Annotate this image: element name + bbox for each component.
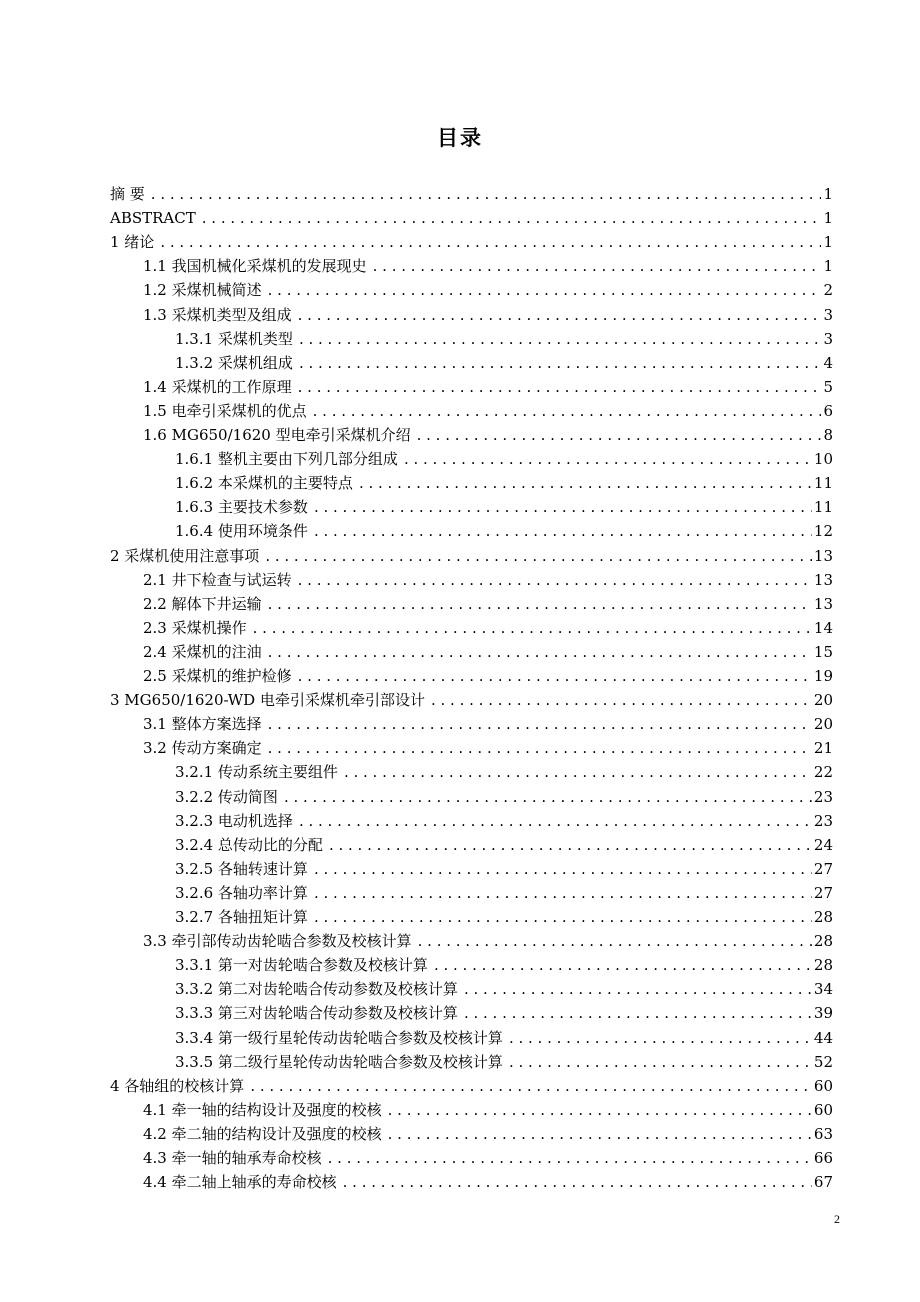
toc-entry[interactable]	[175, 787, 833, 807]
toc-entry[interactable]	[143, 642, 833, 662]
toc-entry-page: 21	[813, 739, 833, 757]
toc-entry[interactable]	[175, 883, 833, 903]
toc-entry-label: 4 各轴组的校核计算	[110, 1077, 245, 1095]
toc-entry-label: 摘 要	[110, 185, 145, 203]
toc-entry-label: 4.3 牵一轴的轴承寿命校核	[143, 1149, 322, 1167]
toc-entry-page: 60	[813, 1101, 833, 1119]
toc-leader-dots	[373, 256, 822, 276]
toc-entry[interactable]	[143, 377, 833, 397]
toc-leader-dots	[464, 979, 812, 999]
toc-entry-page: 23	[813, 812, 833, 830]
toc-entry-page: 52	[813, 1053, 833, 1071]
toc-entry-page: 27	[813, 860, 833, 878]
toc-entry[interactable]	[175, 521, 833, 541]
toc-leader-dots	[268, 594, 812, 614]
toc-entry-label: 2.2 解体下井运输	[143, 595, 262, 613]
toc-entry-page: 14	[813, 619, 833, 637]
toc-leader-dots	[253, 618, 812, 638]
toc-entry[interactable]	[143, 1148, 833, 1168]
toc-leader-dots	[314, 859, 812, 879]
toc-entry-page: 13	[813, 595, 833, 613]
toc-entry-page: 1	[823, 233, 833, 251]
toc-leader-dots	[404, 449, 812, 469]
toc-entry-label: 1.6 MG650/1620 型电牵引采煤机介绍	[143, 426, 411, 444]
toc-entry-label: 1.2 采煤机械简述	[143, 281, 262, 299]
toc-leader-dots	[298, 570, 812, 590]
toc-leader-dots	[509, 1052, 812, 1072]
toc-entry-label: 3.1 整体方案选择	[143, 715, 262, 733]
toc-leader-dots	[464, 1003, 812, 1023]
toc-entry-page: 20	[813, 715, 833, 733]
toc-entry[interactable]	[175, 329, 833, 349]
toc-leader-dots	[299, 811, 812, 831]
toc-entry[interactable]	[175, 762, 833, 782]
toc-entry[interactable]	[110, 1076, 833, 1096]
toc-entry-label: 3.2.4 总传动比的分配	[175, 836, 323, 854]
toc-entry[interactable]	[175, 859, 833, 879]
toc-entry-label: 3.3.3 第三对齿轮啮合传动参数及校核计算	[175, 1004, 458, 1022]
toc-leader-dots	[359, 473, 812, 493]
toc-entry-page: 63	[813, 1125, 833, 1143]
toc-entry-page: 28	[813, 932, 833, 950]
toc-entry-page: 67	[813, 1173, 833, 1191]
toc-entry-page: 3	[823, 306, 833, 324]
toc-leader-dots	[344, 762, 812, 782]
toc-entry-label: 4.4 牵二轴上轴承的寿命校核	[143, 1173, 337, 1191]
toc-entry-page: 23	[813, 788, 833, 806]
toc-leader-dots	[202, 208, 822, 228]
toc-entry[interactable]	[110, 208, 833, 228]
toc-leader-dots	[314, 907, 812, 927]
toc-entry[interactable]	[143, 931, 833, 951]
toc-leader-dots	[417, 425, 822, 445]
toc-entry[interactable]	[110, 232, 833, 252]
toc-entry[interactable]	[175, 835, 833, 855]
toc-entry-label: 3.2.1 传动系统主要组件	[175, 763, 338, 781]
toc-entry-page: 10	[813, 450, 833, 468]
toc-entry[interactable]	[143, 1172, 833, 1192]
toc-entry-label: 4.2 牵二轴的结构设计及强度的校核	[143, 1125, 382, 1143]
toc-entry-page: 11	[813, 474, 833, 492]
toc-entry-page: 13	[813, 547, 833, 565]
toc-leader-dots	[298, 666, 812, 686]
toc-entry-label: 1.3.2 采煤机组成	[175, 354, 293, 372]
toc-entry[interactable]	[143, 425, 833, 445]
toc-entry[interactable]	[143, 256, 833, 276]
toc-leader-dots	[265, 546, 812, 566]
toc-entry-page: 60	[813, 1077, 833, 1095]
toc-leader-dots	[509, 1028, 812, 1048]
toc-leader-dots	[250, 1076, 812, 1096]
toc-entry-page: 28	[813, 956, 833, 974]
toc-entry[interactable]	[175, 497, 833, 517]
toc-entry-label: 1.5 电牵引采煤机的优点	[143, 402, 307, 420]
toc-entry-label: 3.2 传动方案确定	[143, 739, 262, 757]
page-number: 2	[834, 1212, 840, 1226]
toc-entry-label: 3.3.4 第一级行星轮传动齿轮啮合参数及校核计算	[175, 1029, 503, 1047]
toc-title: 目录	[437, 126, 483, 150]
toc-entry-page: 3	[823, 330, 833, 348]
toc-entry[interactable]	[175, 449, 833, 469]
toc-entry[interactable]	[143, 305, 833, 325]
toc-entry-page: 34	[813, 980, 833, 998]
toc-entry[interactable]	[175, 353, 833, 373]
toc-leader-dots	[299, 329, 822, 349]
toc-leader-dots	[343, 1172, 812, 1192]
toc-leader-dots	[313, 401, 822, 421]
toc-entry-page: 15	[813, 643, 833, 661]
toc-leader-dots	[268, 738, 812, 758]
toc-entry-label: 1.6.3 主要技术参数	[175, 498, 308, 516]
toc-entry-page: 27	[813, 884, 833, 902]
toc-leader-dots	[418, 931, 812, 951]
toc-entry[interactable]	[143, 1100, 833, 1120]
toc-entry[interactable]	[143, 714, 833, 734]
toc-entry-label: 1.6.2 本采煤机的主要特点	[175, 474, 353, 492]
toc-entry-label: 1.4 采煤机的工作原理	[143, 378, 292, 396]
toc-leader-dots	[388, 1124, 812, 1144]
toc-entry[interactable]	[143, 666, 833, 686]
toc-entry-page: 1	[823, 257, 833, 275]
toc-entry-label: 3.2.7 各轴扭矩计算	[175, 908, 308, 926]
toc-entry[interactable]	[175, 979, 833, 999]
toc-entry-label: 3 MG650/1620-WD 电牵引采煤机牵引部设计	[110, 691, 425, 709]
toc-entry-label: 3.2.2 传动简图	[175, 788, 278, 806]
toc-entry-page: 4	[823, 354, 833, 372]
toc-entry[interactable]	[175, 955, 833, 975]
toc-entry-page: 8	[823, 426, 833, 444]
toc-leader-dots	[388, 1100, 812, 1120]
toc-entry[interactable]	[143, 401, 833, 421]
toc-entry-page: 44	[813, 1029, 833, 1047]
toc-leader-dots	[268, 714, 812, 734]
toc-entry-label: 3.2.6 各轴功率计算	[175, 884, 308, 902]
toc-leader-dots	[268, 280, 822, 300]
toc-entry-label: 1.3 采煤机类型及组成	[143, 306, 292, 324]
toc-entry-page: 1	[823, 185, 833, 203]
toc-entry-page: 12	[813, 522, 833, 540]
toc-entry-label: 2.3 采煤机操作	[143, 619, 247, 637]
toc-leader-dots	[160, 232, 821, 252]
toc-entry-page: 6	[823, 402, 833, 420]
toc-entry-label: 4.1 牵一轴的结构设计及强度的校核	[143, 1101, 382, 1119]
toc-leader-dots	[328, 1148, 812, 1168]
toc-entry-label: 2 采煤机使用注意事项	[110, 547, 260, 565]
toc-entry-label: 1 绪论	[110, 233, 155, 251]
toc-entry[interactable]	[143, 1124, 833, 1144]
toc-entry-label: 2.4 采煤机的注油	[143, 643, 262, 661]
toc-entry-page: 20	[813, 691, 833, 709]
toc-entry[interactable]	[175, 907, 833, 927]
toc-leader-dots	[298, 305, 822, 325]
toc-entry[interactable]	[143, 570, 833, 590]
toc-entry-label: 3.2.3 电动机选择	[175, 812, 293, 830]
toc-entry-label: 1.3.1 采煤机类型	[175, 330, 293, 348]
toc-entry[interactable]	[143, 618, 833, 638]
toc-entry[interactable]	[110, 690, 833, 710]
toc-leader-dots	[314, 497, 812, 517]
toc-entry[interactable]	[175, 1003, 833, 1023]
toc-entry[interactable]	[175, 1052, 833, 1072]
toc-leader-dots	[299, 353, 822, 373]
toc-entry-page: 66	[813, 1149, 833, 1167]
toc-entry-label: 1.6.4 使用环境条件	[175, 522, 308, 540]
toc-entry-page: 28	[813, 908, 833, 926]
toc-leader-dots	[314, 521, 812, 541]
toc-leader-dots	[284, 787, 812, 807]
toc-entry[interactable]	[143, 280, 833, 300]
toc-entry[interactable]	[143, 738, 833, 758]
toc-leader-dots	[434, 955, 812, 975]
toc-leader-dots	[268, 642, 812, 662]
toc-entry-page: 1	[823, 209, 833, 227]
toc-entry[interactable]	[175, 473, 833, 493]
toc-entry-label: 3.3.1 第一对齿轮啮合参数及校核计算	[175, 956, 428, 974]
toc-entry-label: 1.6.1 整机主要由下列几部分组成	[175, 450, 398, 468]
toc-entry-label: 3.3 牵引部传动齿轮啮合参数及校核计算	[143, 932, 412, 950]
toc-entry-label: 3.2.5 各轴转速计算	[175, 860, 308, 878]
toc-entry-label: 3.3.5 第二级行星轮传动齿轮啮合参数及校核计算	[175, 1053, 503, 1071]
toc-leader-dots	[314, 883, 812, 903]
toc-leader-dots	[151, 184, 822, 204]
toc-entry-label: ABSTRACT	[110, 209, 196, 227]
toc-entry[interactable]	[143, 594, 833, 614]
toc-leader-dots	[329, 835, 812, 855]
toc-entry[interactable]	[110, 546, 833, 566]
toc-leader-dots	[298, 377, 822, 397]
toc-entry-label: 2.1 井下检查与试运转	[143, 571, 292, 589]
toc-entry-label: 1.1 我国机械化采煤机的发展现史	[143, 257, 367, 275]
toc-entry-page: 24	[813, 836, 833, 854]
toc-entry-page: 19	[813, 667, 833, 685]
toc-entry-label: 2.5 采煤机的维护检修	[143, 667, 292, 685]
toc-entry[interactable]	[175, 811, 833, 831]
toc-entry[interactable]	[110, 184, 833, 204]
toc-entry-page: 2	[823, 281, 833, 299]
toc-entry-page: 13	[813, 571, 833, 589]
toc-entry[interactable]	[175, 1028, 833, 1048]
toc-entry-page: 11	[813, 498, 833, 516]
toc-entry-page: 22	[813, 763, 833, 781]
toc-leader-dots	[431, 690, 812, 710]
toc-entry-page: 5	[823, 378, 833, 396]
toc-entry-label: 3.3.2 第二对齿轮啮合传动参数及校核计算	[175, 980, 458, 998]
toc-entry-page: 39	[813, 1004, 833, 1022]
